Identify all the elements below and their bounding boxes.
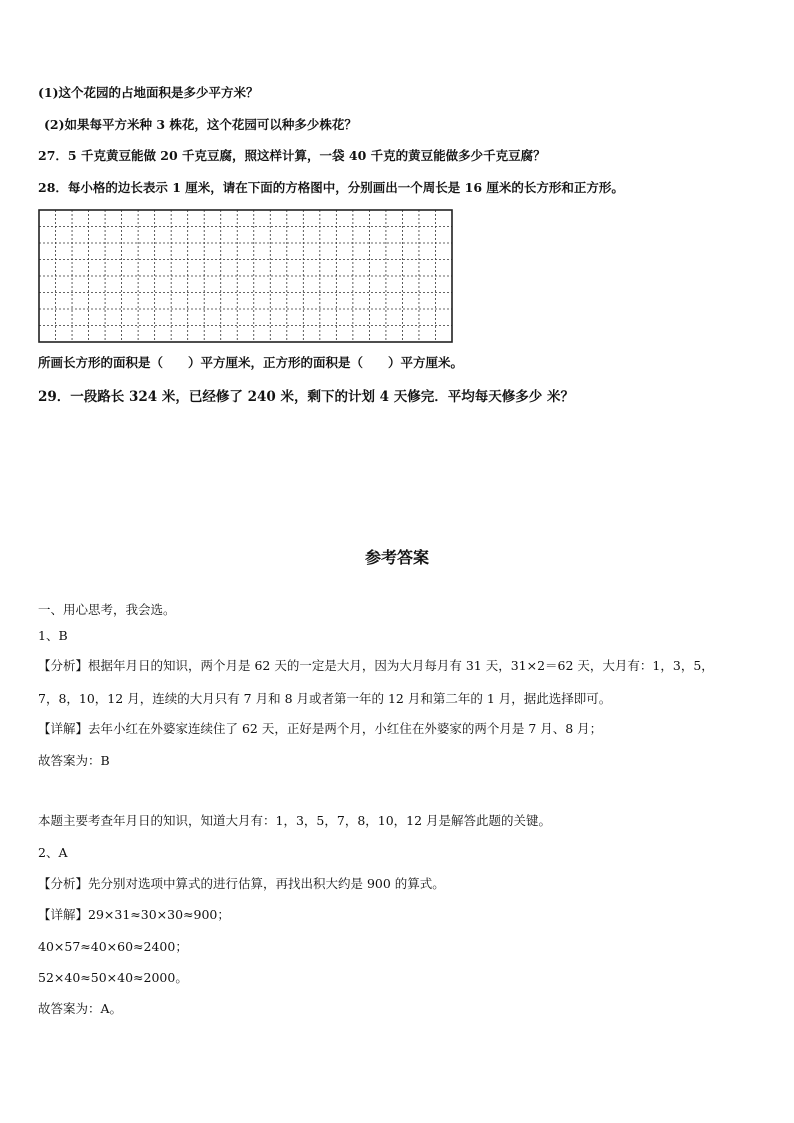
- question-28: 28．每小格的边长表示 1 厘米，请在下面的方格图中，分别画出一个周长是 16 厘米的长方形和正方形。: [38, 180, 624, 195]
- answer-2-number: 2、A: [38, 845, 68, 860]
- section-heading: 一、用心思考，我会选。: [38, 602, 176, 617]
- answer-key-title: 参考答案: [364, 548, 429, 567]
- answer-1-conclusion: 故答案为：B: [38, 753, 110, 768]
- answer-2-detail-line3: 52×40≈50×40≈2000。: [38, 970, 188, 985]
- answer-1-analysis-line2: 7，8，10，12 月，连续的大月只有 7 月和 8 月或者第一年的 12 月和第二年的 1 月，据此选择即可。: [38, 691, 612, 706]
- question-garden-area: (1)这个花园的占地面积是多少平方米？: [38, 85, 259, 100]
- answer-1-note: 本题主要考查年月日的知识，知道大月有：1，3，5，7，8，10，12 月是解答此题的关键。: [38, 813, 552, 828]
- question-29: 29．一段路长 324 米，已经修了 240 米，剩下的计划 4 天修完．平均每天修多少 米？: [38, 389, 574, 405]
- answer-2-detail-line2: 40×57≈40×60≈2400；: [38, 939, 188, 954]
- square-grid[interactable]: [38, 209, 453, 343]
- answer-2-conclusion: 故答案为：A。: [38, 1001, 123, 1016]
- question-28-fill-blank: 所画长方形的面积是（ ）平方厘米，正方形的面积是（ ）平方厘米。: [38, 355, 464, 370]
- answer-1-analysis-line1: 【分析】根据年月日的知识，两个月是 62 天的一定是大月，因为大月每月有 31 天，31×2＝62 天，大月有：1，3，5，: [38, 658, 714, 673]
- question-garden-flowers: (2)如果每平方米种 3 株花，这个花园可以种多少株花？: [44, 117, 357, 132]
- question-27: 27．5 千克黄豆能做 20 千克豆腐，照这样计算，一袋 40 千克的黄豆能做多少千克豆腐？: [38, 148, 546, 163]
- answer-2-analysis: 【分析】先分别对选项中算式的进行估算，再找出积大约是 900 的算式。: [38, 876, 445, 891]
- answer-1-number: 1、B: [38, 628, 68, 643]
- answer-1-detail: 【详解】去年小红在外婆家连续住了 62 天，正好是两个月，小红住在外婆家的两个月是 7 月、8 月；: [38, 721, 603, 736]
- answer-2-detail-line1: 【详解】29×31≈30×30≈900；: [38, 907, 230, 922]
